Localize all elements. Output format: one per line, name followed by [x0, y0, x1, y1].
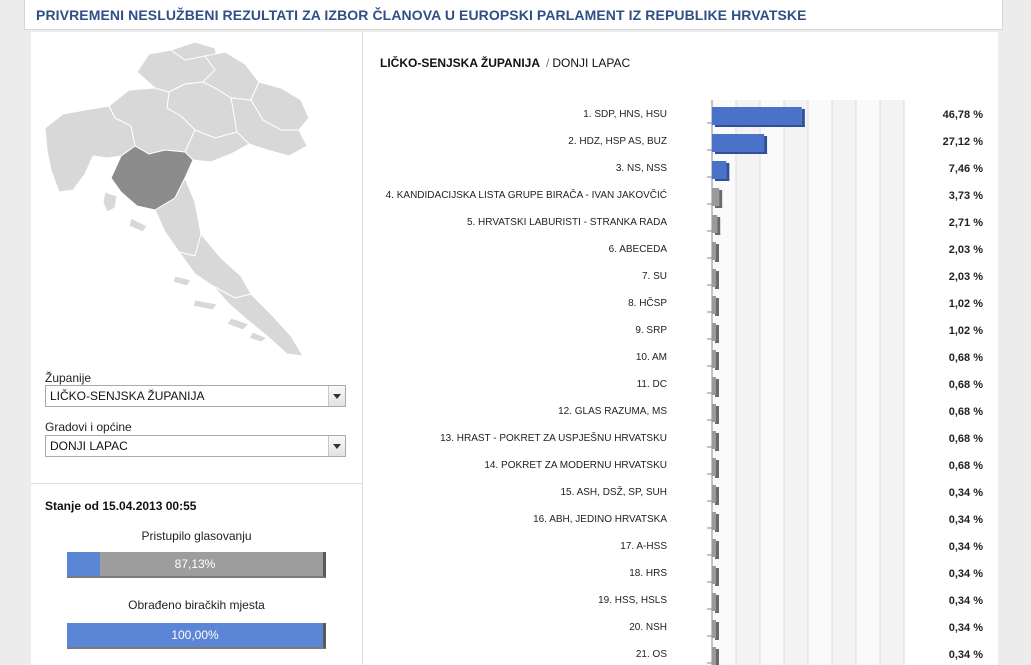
bar-side: [716, 514, 719, 532]
bar-side: [802, 109, 805, 127]
grid-band: [760, 100, 784, 665]
bar-bottom: [715, 152, 767, 154]
value-label: 0,34 %: [948, 514, 983, 526]
bar-bottom: [715, 287, 719, 289]
bar-side: [716, 379, 719, 397]
bar: [712, 188, 719, 206]
category-label: 13. HRAST - POKRET ZA USPJEŠNU HRVATSKU: [440, 433, 667, 444]
processed-label: Obrađeno biračkih mjesta: [128, 598, 265, 612]
bar: [712, 215, 717, 233]
results-area: [364, 32, 998, 665]
divider: [31, 483, 363, 484]
bar-side: [726, 163, 729, 181]
category-label: 21. OS: [635, 649, 667, 660]
bar-side: [716, 460, 719, 478]
map-region[interactable]: [213, 286, 303, 356]
category-label: 19. HSS, HSLS: [598, 595, 667, 606]
category-label: 4. KANDIDACIJSKA LISTA GRUPE BIRAČA - IVAN JAKOVČIĆ: [385, 190, 667, 201]
category-label: 3. NS, NSS: [615, 163, 667, 174]
bar: [712, 620, 716, 638]
bar-side: [716, 244, 719, 262]
processed-progress-bar: [67, 623, 326, 649]
value-label: 0,68 %: [948, 460, 983, 472]
value-label: 0,68 %: [948, 406, 983, 418]
bar-side: [716, 541, 719, 559]
value-label: 0,34 %: [948, 568, 983, 580]
value-label: 7,46 %: [948, 163, 983, 175]
category-label: 10. AM: [635, 352, 667, 363]
value-label: 46,78 %: [942, 109, 983, 121]
bar-bottom: [715, 449, 719, 451]
map-region[interactable]: [103, 192, 117, 212]
city-label: Gradovi i općine: [45, 420, 132, 434]
bar-bottom: [715, 179, 729, 181]
bar-bottom: [715, 476, 719, 478]
map-region[interactable]: [227, 318, 249, 330]
county-select-value: LIČKO-SENJSKA ŽUPANIJA: [50, 389, 205, 403]
category-label: 2. HDZ, HSP AS, BUZ: [568, 136, 667, 147]
chevron-down-icon[interactable]: [328, 436, 345, 456]
grid-band: [784, 100, 808, 665]
bar-bottom: [715, 341, 719, 343]
bar-bottom: [715, 503, 719, 505]
value-label: 3,73 %: [948, 190, 983, 202]
page-title: PRIVREMENI NESLUŽBENI REZULTATI ZA IZBOR ČLANOVA U EUROPSKI PARLAMENT IZ REPUBLIKE HRVATSKE: [36, 7, 807, 23]
grid-band: [832, 100, 856, 665]
map-region[interactable]: [193, 300, 217, 310]
bar-bottom: [715, 260, 719, 262]
bar: [712, 458, 716, 476]
bar-bottom: [715, 125, 805, 127]
breadcrumb-separator: /: [546, 56, 550, 70]
category-label: 18. HRS: [629, 568, 667, 579]
bar-side: [716, 325, 719, 343]
bar: [712, 404, 716, 422]
bar: [712, 512, 716, 530]
grid-band: [808, 100, 832, 665]
category-label: 15. ASH, DSŽ, SP, SUH: [560, 487, 667, 498]
category-label: 1. SDP, HNS, HSU: [583, 109, 667, 120]
value-label: 0,34 %: [948, 622, 983, 634]
bar-side: [716, 622, 719, 640]
bar-bottom: [715, 233, 720, 235]
page-header: [24, 0, 1003, 30]
grid-band: [856, 100, 880, 665]
bar: [712, 134, 764, 152]
left-sidebar: [31, 32, 363, 665]
bar: [712, 107, 802, 125]
category-label: 14. POKRET ZA MODERNU HRVATSKU: [484, 460, 667, 471]
value-label: 0,34 %: [948, 649, 983, 661]
category-label: 7. SU: [641, 271, 667, 282]
bar: [712, 323, 716, 341]
bar: [712, 296, 716, 314]
category-label: 6. ABECEDA: [608, 244, 667, 255]
grid-band: [880, 100, 904, 665]
value-label: 27,12 %: [942, 136, 983, 148]
category-label: 16. ABH, JEDINO HRVATSKA: [533, 514, 667, 525]
value-label: 1,02 %: [948, 325, 983, 337]
bar: [712, 431, 716, 449]
value-label: 1,02 %: [948, 298, 983, 310]
turnout-progress-bar: [67, 552, 326, 578]
bar-bottom: [715, 638, 719, 640]
grid-band: [736, 100, 760, 665]
breadcrumb-city: DONJI LAPAC: [552, 56, 631, 70]
bar-side: [716, 406, 719, 424]
bar: [712, 647, 716, 665]
turnout-value: 87,13%: [174, 557, 216, 571]
bar-bottom: [715, 368, 719, 370]
category-label: 8. HČSP: [628, 298, 667, 309]
bar-side: [717, 217, 720, 235]
value-label: 0,34 %: [948, 541, 983, 553]
bar-side: [716, 271, 719, 289]
value-label: 0,68 %: [948, 433, 983, 445]
value-label: 2,03 %: [948, 271, 983, 283]
bar: [712, 593, 716, 611]
bar-side: [716, 433, 719, 451]
bar: [712, 269, 716, 287]
category-label: 11. DC: [636, 379, 667, 390]
bar-bottom: [715, 314, 719, 316]
bar: [712, 161, 726, 179]
bar-side: [716, 595, 719, 613]
value-label: 0,68 %: [948, 379, 983, 391]
status-timestamp: Stanje od 15.04.2013 00:55: [45, 499, 197, 513]
map-region[interactable]: [129, 218, 147, 232]
bar-side: [764, 136, 767, 154]
croatia-map[interactable]: [45, 42, 310, 362]
main-panel: [31, 32, 998, 665]
bar: [712, 377, 716, 395]
bar: [712, 566, 716, 584]
bar-side: [716, 568, 719, 586]
chevron-down-icon[interactable]: [328, 386, 345, 406]
turnout-label: Pristupilo glasovanju: [141, 529, 252, 543]
category-label: 17. A-HSS: [620, 541, 667, 552]
bar-bottom: [715, 611, 719, 613]
category-label: 9. SRP: [635, 325, 667, 336]
bar-side: [716, 487, 719, 505]
processed-value: 100,00%: [171, 628, 219, 642]
bar: [712, 485, 716, 503]
bar-side: [716, 352, 719, 370]
bar: [712, 350, 716, 368]
bar-bottom: [715, 422, 719, 424]
category-label: 20. NSH: [629, 622, 667, 633]
county-label: Županije: [45, 371, 92, 385]
bar-bottom: [715, 530, 719, 532]
city-select[interactable]: [45, 435, 346, 457]
city-select-value: DONJI LAPAC: [50, 439, 128, 453]
bar-side: [716, 298, 719, 316]
value-label: 2,71 %: [948, 217, 983, 229]
county-select[interactable]: [45, 385, 346, 407]
category-label: 12. GLAS RAZUMA, MS: [558, 406, 667, 417]
bar-bottom: [715, 584, 719, 586]
bar-bottom: [715, 395, 719, 397]
bar-side: [719, 190, 722, 208]
bar-bottom: [715, 557, 719, 559]
value-label: 0,34 %: [948, 487, 983, 499]
category-label: 5. HRVATSKI LABURISTI - STRANKA RADA: [466, 217, 667, 228]
bar: [712, 242, 716, 260]
map-region[interactable]: [173, 276, 191, 286]
value-label: 2,03 %: [948, 244, 983, 256]
value-label: 0,68 %: [948, 352, 983, 364]
breadcrumb-county[interactable]: LIČKO-SENJSKA ŽUPANIJA: [380, 56, 541, 70]
value-label: 0,34 %: [948, 595, 983, 607]
bar-side: [716, 649, 719, 665]
bar: [712, 539, 716, 557]
bar-bottom: [715, 206, 722, 208]
